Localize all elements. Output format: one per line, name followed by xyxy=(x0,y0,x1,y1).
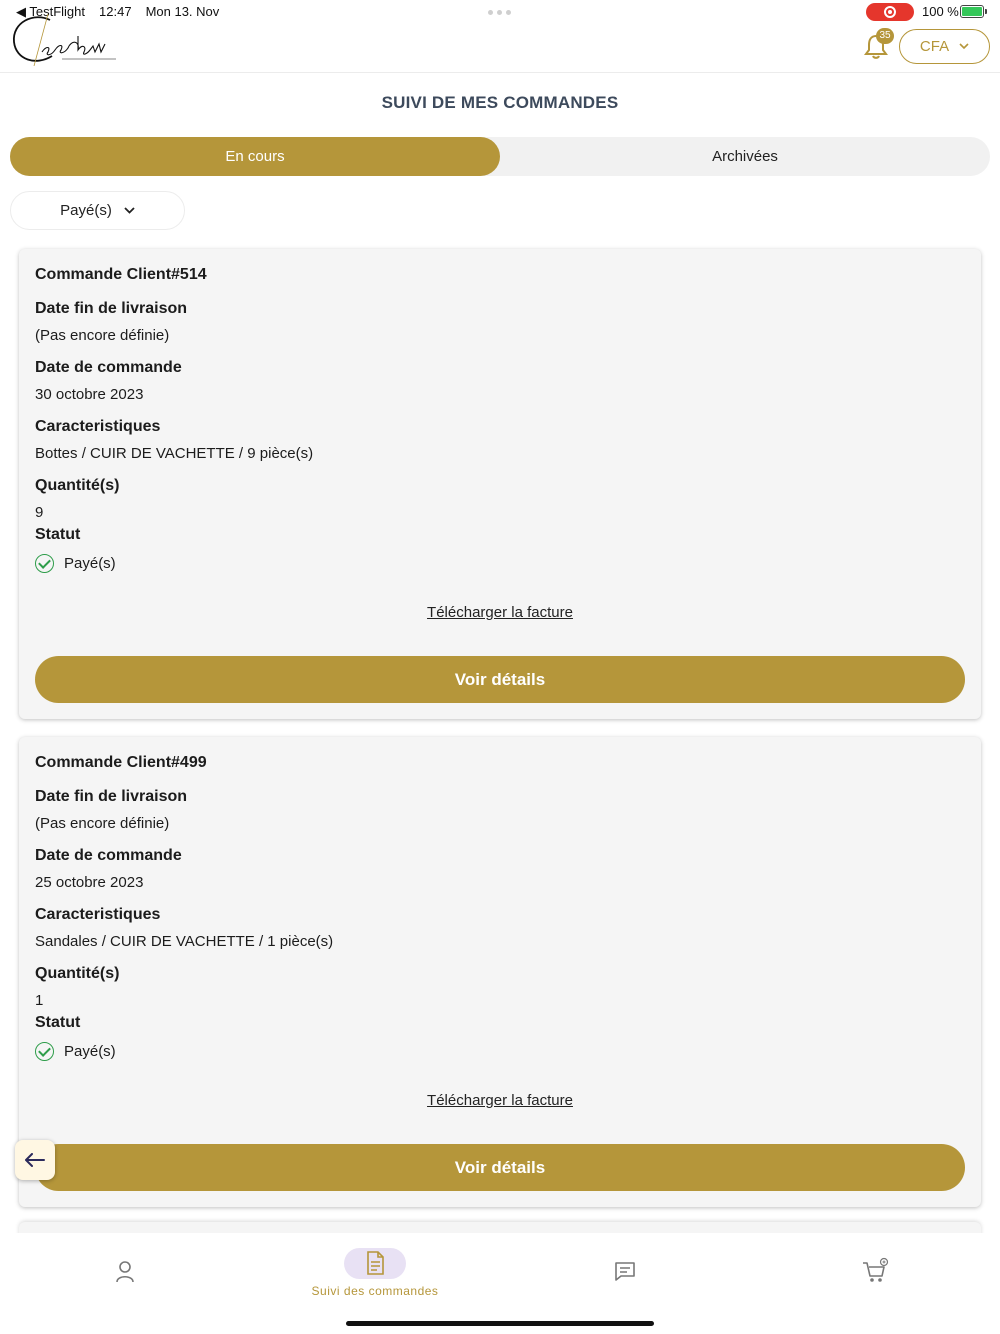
download-invoice-link[interactable]: Télécharger la facture xyxy=(427,1092,573,1109)
view-details-button[interactable]: Voir détails xyxy=(35,656,965,703)
delivery-date-label: Date fin de livraison xyxy=(35,788,188,805)
order-tabs xyxy=(10,137,990,176)
quantity-value: 9 xyxy=(35,504,44,521)
battery-percentage: 100 % xyxy=(922,4,959,19)
status-value: Payé(s) xyxy=(64,555,116,572)
status-label: Statut xyxy=(35,1014,81,1031)
status-badge xyxy=(35,1042,116,1061)
tab-archivees[interactable]: Archivées xyxy=(712,148,778,165)
status-date: Mon 13. Nov xyxy=(145,4,220,19)
back-to-app-link[interactable]: ◀ TestFlight xyxy=(16,4,86,19)
status-label: Statut xyxy=(35,526,81,543)
order-date-label: Date de commande xyxy=(35,847,182,864)
check-circle-icon xyxy=(35,1042,54,1061)
tab-en-cours[interactable]: En cours xyxy=(10,137,500,176)
ceedow-logo[interactable] xyxy=(12,14,122,66)
quantity-value: 1 xyxy=(35,992,44,1009)
document-icon xyxy=(361,1249,389,1277)
home-indicator xyxy=(346,1321,654,1326)
currency-selector[interactable] xyxy=(899,29,990,64)
arrow-left-icon xyxy=(25,1153,45,1167)
features-label: Caracteristiques xyxy=(35,906,161,923)
bottom-navigation xyxy=(0,1233,1000,1334)
notification-badge: 35 xyxy=(876,28,894,44)
nav-item-profile[interactable] xyxy=(0,1233,250,1313)
check-circle-icon xyxy=(35,554,54,573)
chat-icon xyxy=(611,1257,639,1285)
nav-item-orders[interactable] xyxy=(250,1233,500,1313)
quantity-label: Quantité(s) xyxy=(35,477,120,494)
order-title: Commande Client#514 xyxy=(35,266,207,283)
order-card xyxy=(19,249,981,719)
nav-item-messages[interactable] xyxy=(500,1233,750,1313)
view-details-button[interactable]: Voir détails xyxy=(35,1144,965,1191)
order-date-value: 25 octobre 2023 xyxy=(35,874,144,891)
cart-icon xyxy=(861,1257,889,1285)
app-header xyxy=(0,0,1000,73)
features-value: Bottes / CUIR DE VACHETTE / 9 pièce(s) xyxy=(35,445,314,462)
chevron-down-icon xyxy=(959,43,969,50)
status-badge xyxy=(35,554,116,573)
order-card xyxy=(19,737,981,1207)
features-label: Caracteristiques xyxy=(35,418,161,435)
order-date-value: 30 octobre 2023 xyxy=(35,386,144,403)
status-time: 12:47 xyxy=(99,4,132,19)
chevron-down-icon xyxy=(124,207,135,214)
quantity-label: Quantité(s) xyxy=(35,965,120,982)
delivery-date-label: Date fin de livraison xyxy=(35,300,188,317)
nav-item-cart[interactable] xyxy=(750,1233,1000,1313)
page-title: SUIVI DE MES COMMANDES xyxy=(381,93,619,112)
filter-selected-value: Payé(s) xyxy=(60,202,112,219)
delivery-date-value: (Pas encore définie) xyxy=(35,327,170,344)
delivery-date-value: (Pas encore définie) xyxy=(35,815,170,832)
currency-label: CFA xyxy=(919,38,950,55)
user-icon xyxy=(111,1257,139,1285)
order-title: Commande Client#499 xyxy=(35,754,207,771)
back-button[interactable] xyxy=(15,1140,55,1180)
download-invoice-link[interactable]: Télécharger la facture xyxy=(427,604,573,621)
status-value: Payé(s) xyxy=(64,1043,116,1060)
status-filter-dropdown[interactable] xyxy=(10,191,185,230)
order-date-label: Date de commande xyxy=(35,359,182,376)
features-value: Sandales / CUIR DE VACHETTE / 1 pièce(s) xyxy=(35,933,334,950)
nav-label-orders: Suivi des commandes xyxy=(311,1284,439,1298)
